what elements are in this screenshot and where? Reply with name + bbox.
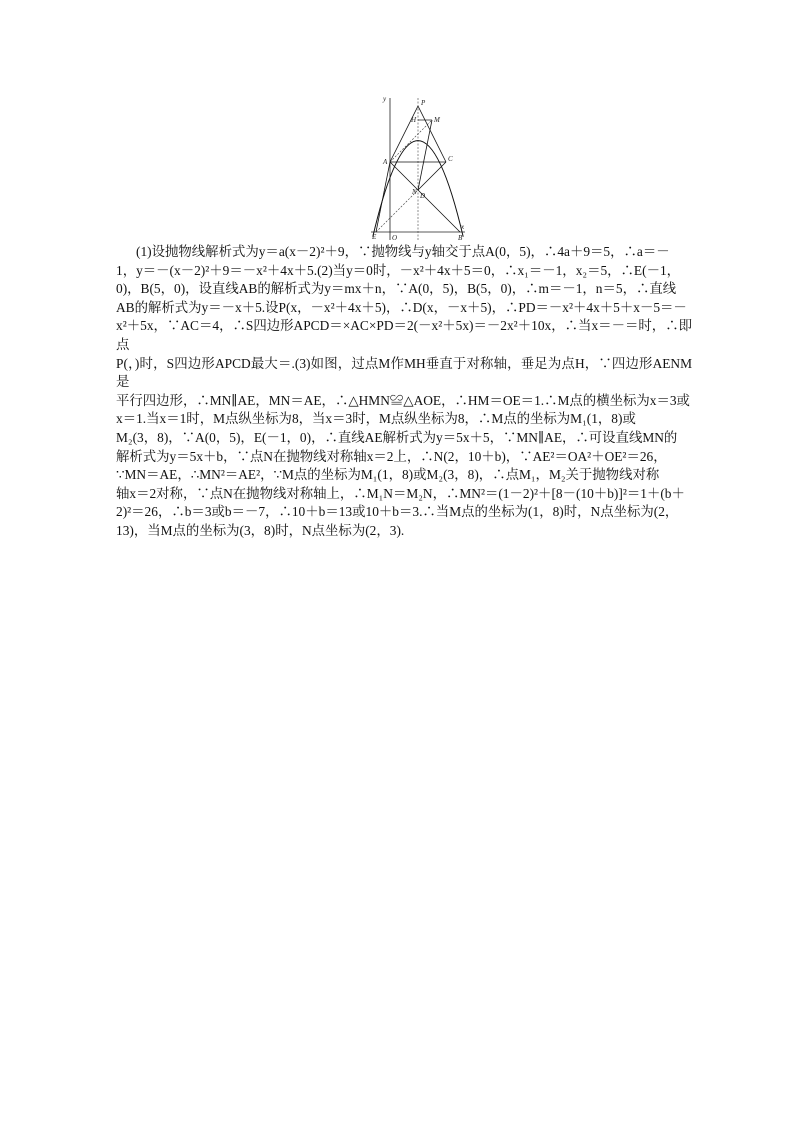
solution-line: P(，)时，S四边形APCD最大＝.(3)如图，过点M作MH垂直于对称轴，垂足为点H，∵四边形AENM是: [116, 355, 692, 390]
parabola-figure: [368, 94, 468, 244]
solution-line: 平行四边形，∴MN∥AE，MN＝AE，∴△HMN≌△AOE，∴HM＝OE＝1.∴M点的横坐标为x＝3或: [116, 392, 690, 408]
solution-line: x²＋5x，∵AC＝4，∴S四边形APCD＝×AC×PD＝2(－x²＋5x)＝－2x²＋10x，∴当x＝－＝时，∴即点: [116, 318, 692, 352]
segment-ap: [390, 106, 418, 162]
label-c: C: [448, 155, 453, 163]
x-axis-label: x: [461, 223, 465, 231]
solution-line: x＝1.当x＝1时，M点纵坐标为8，当x＝3时，M点纵坐标为8，∴M点的坐标为M₁(1，8)或: [116, 411, 636, 427]
label-b: B: [458, 234, 463, 242]
label-a: A: [383, 158, 388, 166]
segment-cd: [418, 162, 446, 190]
label-d: D: [420, 192, 426, 200]
solution-line: AB的解析式为y＝－x＋5.设P(x，－x²＋4x＋5)，∴D(x，－x＋5)，∴PD＝－x²＋4x＋5＋x－5＝－: [116, 299, 687, 315]
parabola-diagram: [368, 94, 468, 244]
label-m: M: [434, 116, 440, 124]
solution-line: 0)，B(5，0)，设直线AB的解析式为y＝mx＋n，∵A(0，5)，B(5，0)，∴m＝－1，n＝5，∴直线: [116, 281, 677, 297]
label-o: O: [392, 234, 398, 242]
dashed-en: [376, 190, 418, 232]
solution-line: ∵MN＝AE，∴MN²＝AE²，∵M点的坐标为M₁(1，8)或M₂(3，8)，∴点M₁，M₂关于抛物线对称: [116, 467, 660, 483]
solution-line: 2)²＝26，∴b＝3或b＝－7，∴10＋b＝13或10＋b＝3.∴当M点的坐标为(1，8)时，N点坐标为(2，: [116, 504, 679, 520]
solution-text: [116, 243, 692, 541]
solution-line: 解析式为y＝5x＋b，∵点N在抛物线对称轴x＝2上，∴N(2，10＋b)，∵AE²＝OA²＋OE²＝26，: [116, 448, 667, 464]
solution-line: 轴x＝2对称，∵点N在抛物线对称轴上，∴M₁N＝M₂N，∴MN²＝(1－2)²＋[8－(10＋b)]²＝1＋(b＋: [116, 485, 685, 501]
segment-pc: [418, 106, 446, 162]
label-n: N: [412, 188, 417, 196]
label-h: H: [411, 116, 417, 124]
label-e: E: [372, 233, 377, 241]
label-p: P: [421, 99, 426, 107]
solution-line: 13)，当M点的坐标为(3，8)时，N点坐标为(2，3).: [116, 522, 405, 538]
solution-line: 1，y＝－(x－2)²＋9＝－x²＋4x＋5.(2)当y＝0时，－x²＋4x＋5＝0，∴x₁＝－1，x₂＝5，∴E(－1，: [116, 262, 681, 278]
solution-line: M₂(3，8)，∵A(0，5)，E(－1，0)，∴直线AE解析式为y＝5x＋5，∵MN∥AE，∴可设直线MN的: [116, 429, 678, 445]
segment-ae: [376, 162, 390, 232]
solution-line: (1)设抛物线解析式为y＝a(x－2)²＋9，∵抛物线与y轴交于点A(0，5)，∴4a＋9＝5，∴a＝－: [136, 244, 670, 259]
dashed-am: [390, 120, 432, 162]
y-axis-label: y: [383, 95, 387, 103]
segment-mn: [418, 120, 432, 190]
